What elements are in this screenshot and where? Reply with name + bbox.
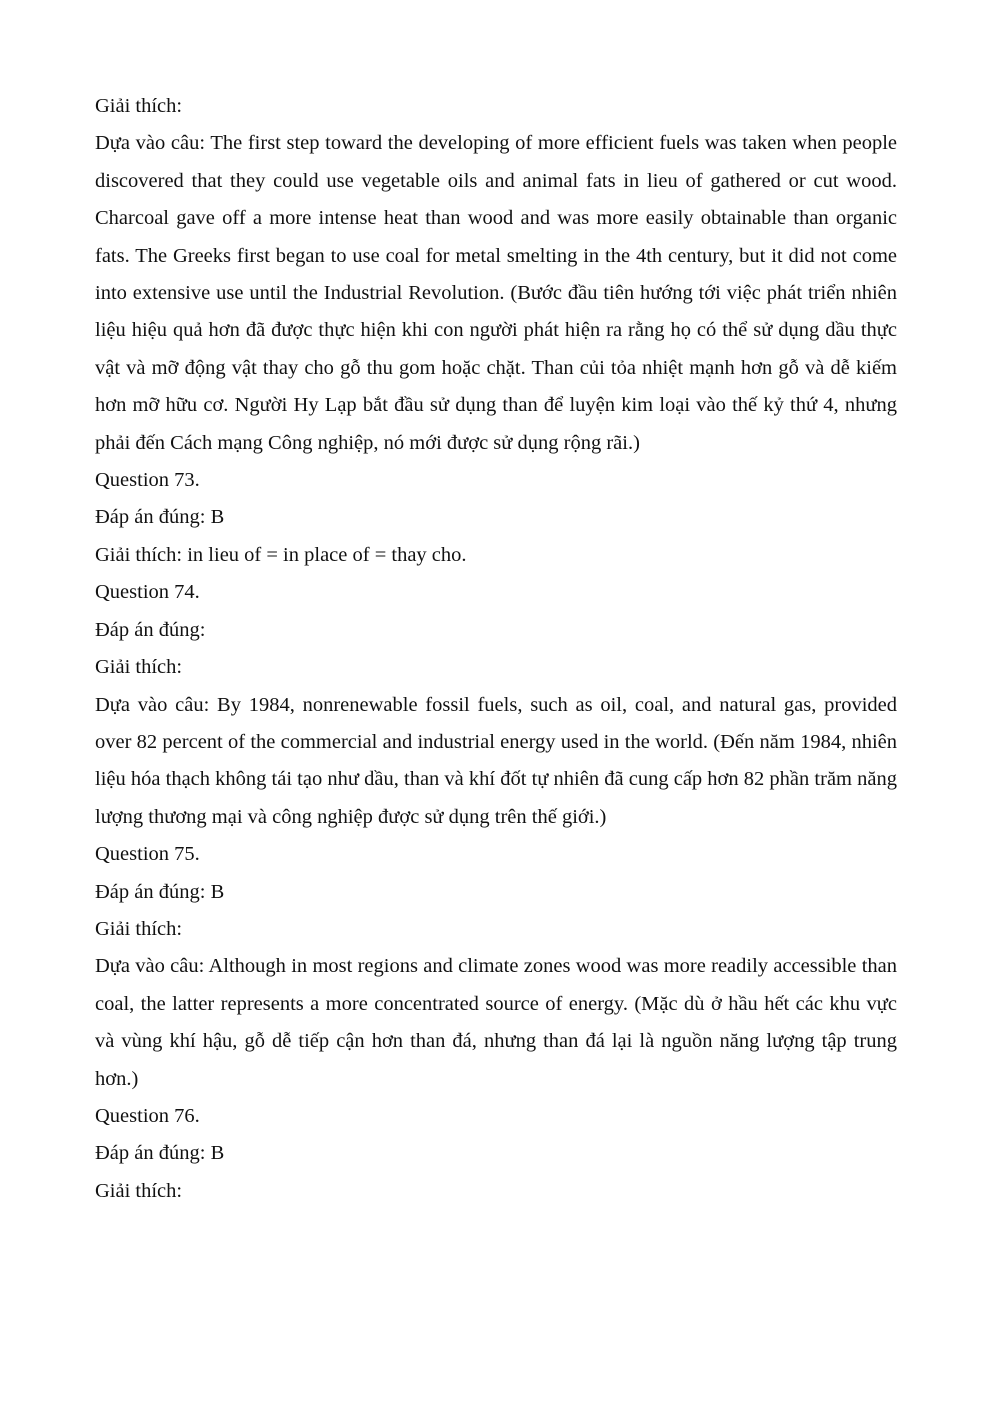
explanation-label: Giải thích: — [95, 95, 183, 117]
answer-line: Đáp án đúng: B — [95, 880, 225, 903]
explanation-line: Giải thích: in lieu of = in place of = thay cho. — [95, 543, 467, 566]
question-heading: Question 76. — [95, 1104, 200, 1127]
question-heading: Question 73. — [95, 469, 200, 492]
explanation-paragraph: Dựa vào câu: By 1984, nonrenewable fossil fuels, such as oil, coal, and natural gas, provided over 82 percent of the commercial and industrial energy used in the world. (Đến năm 1984, nhiên liệu hóa thạch không tái tạo như dầu, than và khí đốt tự nhiên đã cung cấp hơn 82 phần trăm năng lượng thương mại và công nghiệp được sử dụng trên thế giới.) — [95, 693, 897, 828]
answer-line: Đáp án đúng: — [95, 618, 206, 641]
explanation-paragraph: Dựa vào câu: The first step toward the developing of more efficient fuels was taken when people discovered that they could use vegetable oils and animal fats in lieu of gathered or cut wood. Charcoal gave off a more intense heat than wood and was more easily obtainable than organic fats. The Greeks first began to use coal for metal smelting in the 4th century, but it did not come into extensive use until the Industrial Revolution. (Bước đầu tiên hướng tới việc phát triển nhiên liệu hiệu quả hơn đã được thực hiện khi con người phát hiện ra rằng họ có thể sử dụng dầu thực vật và mỡ động vật thay cho gỗ thu gom hoặc chặt. Than củi tỏa nhiệt mạnh hơn gỗ và dễ kiếm hơn mỡ hữu cơ. Người Hy Lạp bắt đầu sử dụng than để luyện kim loại vào thế kỷ thứ 4, nhưng phải đến Cách mạng Công nghiệp, nó mới được sử dụng rộng rãi.) — [95, 132, 897, 454]
explanation-paragraph: Dựa vào câu: Although in most regions and climate zones wood was more readily accessible than coal, the latter represents a more concentrated source of energy. (Mặc dù ở hầu hết các khu vực và vùng khí hậu, gỗ dễ tiếp cận hơn than đá, nhưng than đá lại là nguồn năng lượng tập trung hơn.) — [95, 955, 897, 1090]
explanation-label: Giải thích: — [95, 1179, 183, 1202]
explanation-label: Giải thích: — [95, 917, 183, 940]
explanation-label: Giải thích: — [95, 656, 183, 679]
answer-line: Đáp án đúng: B — [95, 506, 225, 529]
answer-line: Đáp án đúng: B — [95, 1142, 225, 1165]
document-page — [95, 88, 897, 1210]
question-heading: Question 75. — [95, 843, 200, 866]
question-heading: Question 74. — [95, 581, 200, 604]
